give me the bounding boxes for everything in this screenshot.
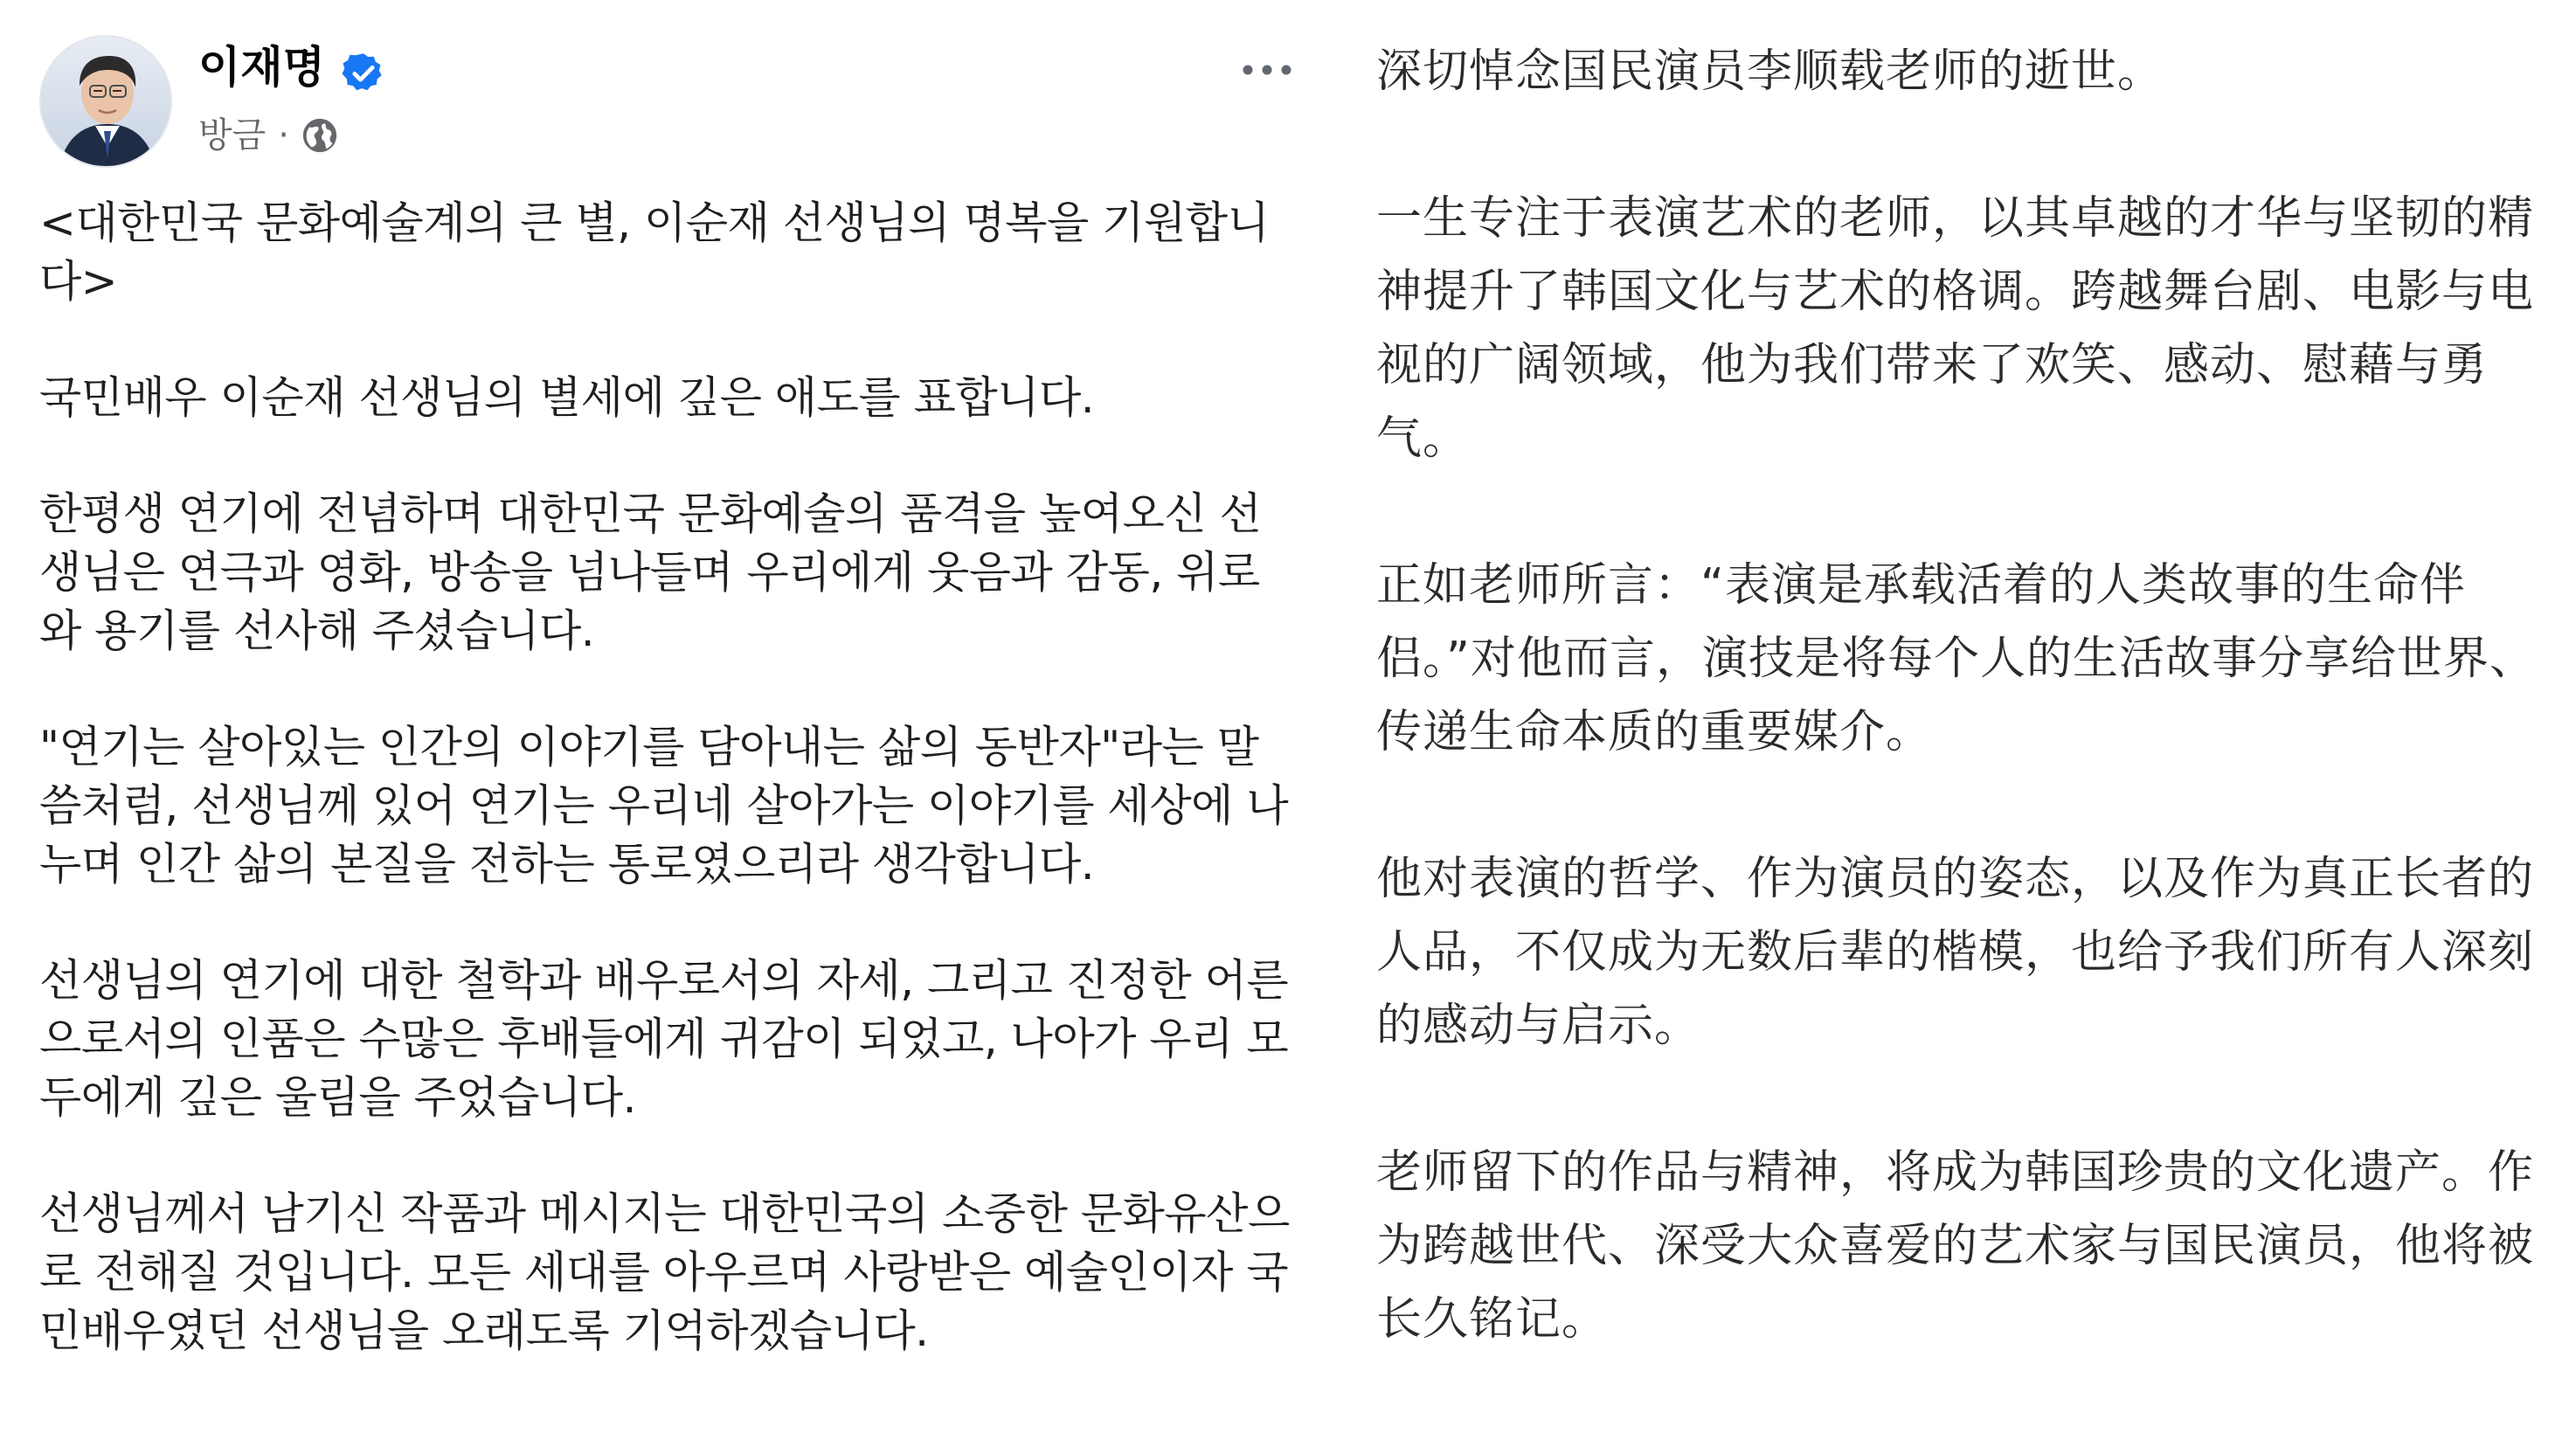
author-avatar[interactable] [39,35,172,168]
chinese-translation [1376,35,2556,1356]
translation-paragraph: 一生专注于表演艺术的老师，以其卓越的才华与坚韧的精神提升了韩国文化与艺术的格调。跨越舞台剧、电影与电视的广阔领域，他为我们带来了欢笑、感动、慰藉与勇气。 [1376,192,2535,465]
post-meta [198,115,340,156]
post-paragraph: 한평생 연기에 전념하며 대한민국 문화예술의 품격을 높여오신 선생님은 연극과 영화, 방송을 넘나들며 우리에게 웃음과 감동, 위로와 용기를 선사해 주셨습니다. [39,488,1262,656]
translation-paragraph: 老师留下的作品与精神，将成为韩国珍贵的文化遗产。作为跨越世代、深受大众喜爱的艺术家与国民演员，他将被长久铭记。 [1376,1146,2535,1346]
verified-badge-icon [341,51,386,96]
post-paragraph: <대한민국 문화예술계의 큰 별, 이순재 선생님의 명복을 기원합니다> [39,197,1270,307]
author-name[interactable]: 이재명 [198,42,325,93]
post-paragraph: 선생님께서 남기신 작품과 메시지는 대한민국의 소중한 문화유산으로 전해질 것입니다. 모든 세대를 아우르며 사랑받은 예술인이자 국민배우였던 선생님을 오래도록 기억하겠습니다. [39,1188,1290,1356]
post-body [39,194,1298,1360]
globe-icon[interactable] [300,115,340,156]
translation-paragraph: 他对表演的哲学、作为演员的姿态，以及作为真正长者的人品，不仅成为无数后辈的楷模，也给予我们所有人深刻的感动与启示。 [1376,853,2535,1052]
post-paragraph: 국민배우 이순재 선생님의 별세에 깊은 애도를 표합니다. [39,372,1095,423]
post-paragraph: "연기는 살아있는 인간의 이야기를 담아내는 삶의 동반자"라는 말씀처럼, 선생님께 있어 연기는 우리네 살아가는 이야기를 세상에 나누며 인간 삶의 본질을 전하는 통로였으리라 생각합니다. [39,722,1289,890]
translation-paragraph: 深切悼念国民演员李顺载老师的逝世。 [1376,45,2164,98]
post-timestamp[interactable]: 방금 [198,115,267,156]
translation-paragraph: 正如老师所言：“表演是承载活着的人类故事的生命伴侣。”对他而言，演技是将每个人的生活故事分享给世界、传递生命本质的重要媒介。 [1376,559,2536,758]
post-paragraph: 선생님의 연기에 대한 철학과 배우로서의 자세, 그리고 진정한 어른으로서의 인품은 수많은 후배들에게 귀감이 되었고, 나아가 우리 모두에게 깊은 울림을 주었습니다. [39,955,1289,1123]
more-options-icon[interactable] [1236,52,1298,87]
meta-separator: · [278,115,289,156]
post-header [39,35,1298,175]
